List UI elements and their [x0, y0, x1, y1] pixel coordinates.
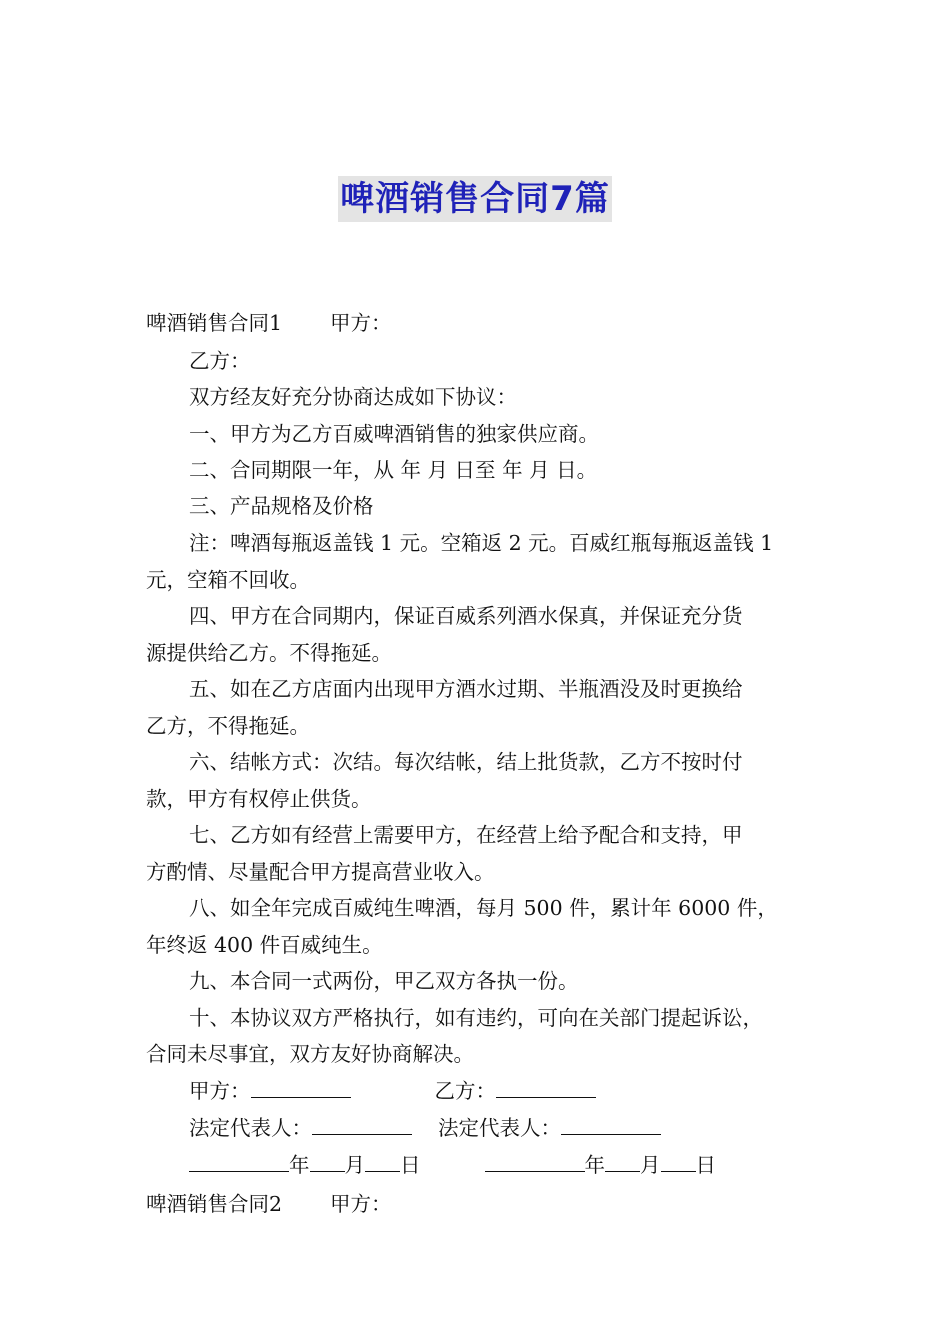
- rep-b-label: 法定代表人：: [438, 1116, 561, 1140]
- clause-3: 三、产品规格及价格: [189, 494, 374, 518]
- clause-6-line-2: 款，甲方有权停止供货。: [146, 787, 372, 811]
- clause-5-line-1: 五、如在乙方店面内出现甲方酒水过期、半瓶酒没及时更换给: [189, 677, 743, 701]
- contract1-header-line: [146, 309, 392, 337]
- clause-8-line-1: 八、如全年完成百威纯生啤酒，每月 500 件，累计年 6000 件，: [189, 896, 778, 920]
- party-b-label: 乙方：: [189, 349, 251, 373]
- clause-4-line-1: 四、甲方在合同期内，保证百威系列酒水保真，并保证充分货: [189, 604, 743, 628]
- clause-4-line-2: 源提供给乙方。不得拖延。: [146, 641, 392, 665]
- sign-b-blank: [496, 1077, 596, 1098]
- note-line-2: 元，空箱不回收。: [146, 568, 310, 592]
- date-a-year-blank: [189, 1151, 289, 1172]
- clause-7-line-2: 方酌情、尽量配合甲方提高营业收入。: [146, 860, 495, 884]
- date-a-day-label: 日: [400, 1153, 421, 1177]
- rep-b-blank: [561, 1114, 661, 1135]
- clause-1: 一、甲方为乙方百威啤酒销售的独家供应商。: [189, 422, 599, 446]
- representative-line: [189, 1114, 661, 1142]
- date-b-year-blank: [485, 1151, 585, 1172]
- clause-5-line-2: 乙方，不得拖延。: [146, 714, 310, 738]
- sign-b-label: 乙方：: [434, 1079, 496, 1103]
- party-a-label: 甲方：: [330, 311, 392, 335]
- rep-a-blank: [312, 1114, 412, 1135]
- clause-2: 二、合同期限一年，从 年 月 日至 年 月 日。: [189, 458, 598, 482]
- date-a-month-label: 月: [344, 1153, 365, 1177]
- contract2-header-line: [146, 1190, 392, 1218]
- clause-9: 九、本合同一式两份，甲乙双方各执一份。: [189, 969, 579, 993]
- clause-6-line-1: 六、结帐方式：次结。每次结帐，结上批货款，乙方不按时付: [189, 750, 743, 774]
- title-container: [0, 176, 950, 222]
- date-b-day-label: 日: [695, 1153, 716, 1177]
- signature-line: [189, 1077, 596, 1105]
- clause-10-line-2: 合同未尽事宜，双方友好协商解决。: [146, 1042, 474, 1066]
- intro-text: 双方经友好充分协商达成如下协议：: [189, 385, 517, 409]
- clause-10-line-1: 十、本协议双方严格执行，如有违约，可向在关部门提起诉讼，: [189, 1006, 763, 1030]
- date-a-year-label: 年: [289, 1153, 310, 1177]
- sign-a-label: 甲方：: [189, 1079, 251, 1103]
- date-b-month-blank: [605, 1151, 640, 1172]
- contract2-party-a-label: 甲方：: [330, 1192, 392, 1216]
- sign-a-blank: [251, 1077, 351, 1098]
- date-line: [189, 1151, 716, 1179]
- contract2-heading: 啤酒销售合同2: [146, 1192, 283, 1216]
- date-a-day-blank: [365, 1151, 400, 1172]
- note-line-1: 注：啤酒每瓶返盖钱 1 元。空箱返 2 元。百威红瓶每瓶返盖钱 1: [189, 531, 774, 555]
- clause-7-line-1: 七、乙方如有经营上需要甲方，在经营上给予配合和支持，甲: [189, 823, 743, 847]
- date-a-month-blank: [310, 1151, 345, 1172]
- date-b-year-label: 年: [584, 1153, 605, 1177]
- clause-8-line-2: 年终返 400 件百威纯生。: [146, 933, 383, 957]
- date-b-day-blank: [661, 1151, 696, 1172]
- rep-a-label: 法定代表人：: [189, 1116, 312, 1140]
- document-title: 啤酒销售合同7篇: [338, 176, 612, 222]
- date-b-month-label: 月: [640, 1153, 661, 1177]
- contract1-heading: 啤酒销售合同1: [146, 311, 283, 335]
